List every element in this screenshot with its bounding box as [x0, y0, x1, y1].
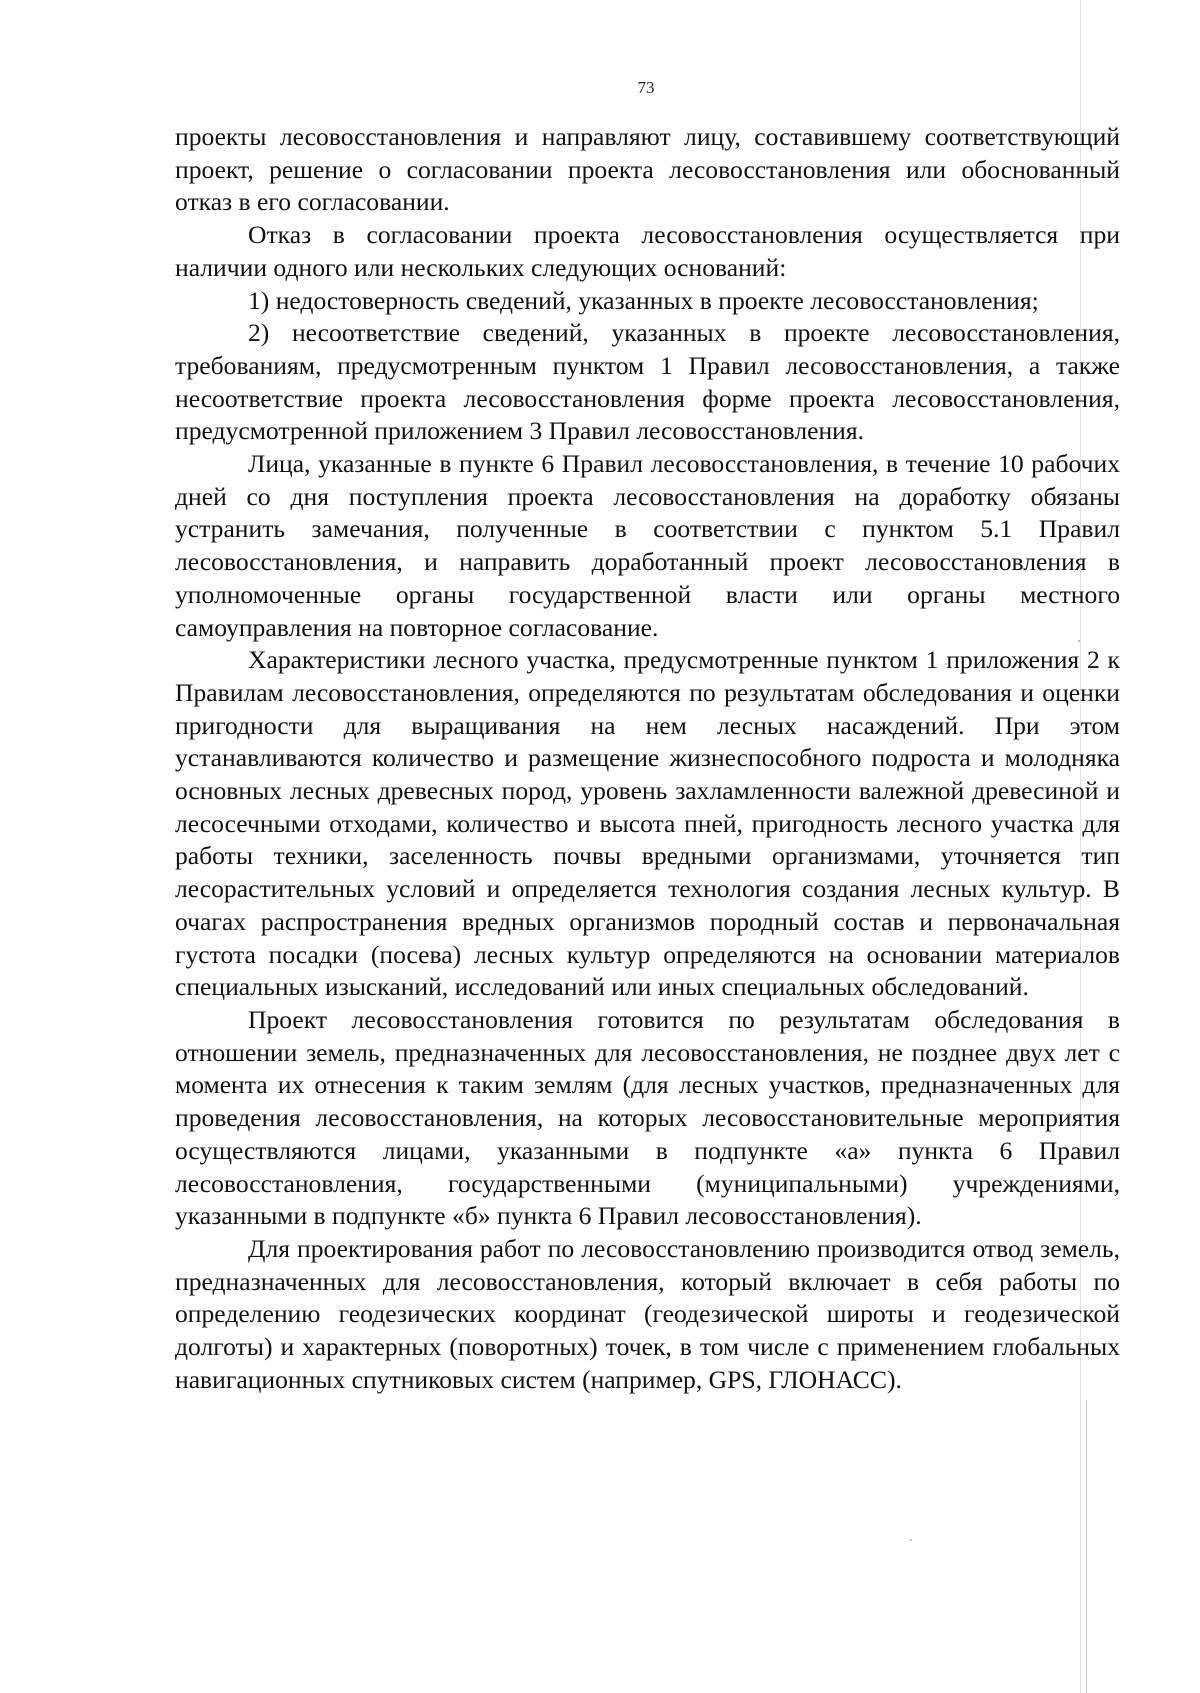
paragraph-refusal-grounds: Отказ в согласовании проекта лесовосстановления осуществляется при наличии одного или нескольких следующих оснований: [175, 220, 1120, 282]
list-item-1: 1) недостоверность сведений, указанных в проекте лесовосстановления; [248, 285, 1039, 315]
scan-artifact-line-lower [1086, 1400, 1087, 1693]
paragraph-project-preparation: Проект лесовосстановления готовится по результатам обследования в отношении земель, предназначенных для лесовосстановления, не позднее двух лет с момента их отнесения к таким землям (для лесных участков, предназначенных для проведения лесовосстановления, на которых лесовосстановительные мероприятия осуществляются лицами, указанными в подпункте «а» пункта 6 Правил лесовосстановления, государственными (муниципальными) учреждениями, указанными в подпункте «б» пункта 6 Правил лесовосстановления). [175, 1004, 1120, 1231]
scan-speck [910, 1539, 912, 1541]
paragraph-revision: Лица, указанные в пункте 6 Правил лесовосстановления, в течение 10 рабочих дней со дня поступления проекта лесовосстановления на доработку обязаны устранить замечания, полученные в соответствии с пунктом 5.1 Правил лесовосстановления, и направить доработанный проект лесовосстановления в уполномоченные органы государственной власти или органы местного самоуправления на повторное согласование. [175, 449, 1120, 642]
list-item-2: 2) несоответствие сведений, указанных в проекте лесовосстановления, требованиям, предусмотренным пунктом 1 Правил лесовосстановления, а также несоответствие проекта лесовосстановления форме проекта лесовосстановления, предусмотренной приложением 3 Правил лесовосстановления. [175, 318, 1120, 446]
document-body [175, 121, 1120, 1396]
paragraph-land-allotment: Для проектирования работ по лесовосстановлению производится отвод земель, предназначенных для лесовосстановления, который включает в себя работы по определению геодезических координат (геодезической широты и геодезической долготы) и характерных (поворотных) точек, в том числе с применением глобальных навигационных спутниковых систем (например, GPS, ГЛОНАСС). [175, 1233, 1120, 1394]
paragraph-continuation: проекты лесовосстановления и направляют лицу, составившему соответствующий проект, решение о согласовании проекта лесовосстановления или обоснованный отказ в его согласовании. [175, 122, 1120, 217]
page-number: 73 [637, 78, 655, 97]
paragraph-site-characteristics: Характеристики лесного участка, предусмотренные пунктом 1 приложения 2 к Правилам лесовосстановления, определяются по результатам обследования и оценки пригодности для выращивания на нем лесных насаждений. При этом устанавливаются количество и размещение жизнеспособного подроста и молодняка основных лесных древесных пород, уровень захламленности валежной древесиной и лесосечными отходами, количество и высота пней, пригодность лесного участка для работы техники, заселенность почвы вредными организмами, уточняется тип лесорастительных условий и определяется технология создания лесных культур. В очагах распространения вредных организмов породный состав и первоначальная густота посадки (посева) лесных культур определяются на основании материалов специальных изысканий, исследований или иных специальных обследований. [175, 645, 1120, 1002]
